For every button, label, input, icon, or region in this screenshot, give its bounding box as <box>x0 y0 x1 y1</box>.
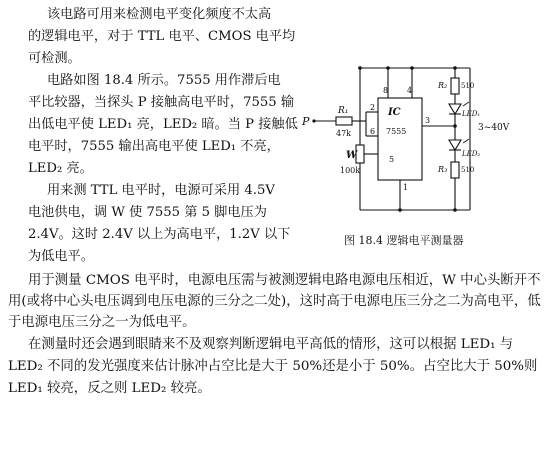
label-r1: R₁ <box>338 106 349 116</box>
text-line: 在测量时还会遇到眼睛来不及观察判断逻辑电平高低的情形，这可以根据 LED₁ 与 <box>28 337 514 352</box>
text-line: 电路如图 18.4 所示。7555 用作滞后电 <box>47 73 281 88</box>
text-line: 用来测 TTL 电平时，电源可采用 4.5V <box>47 183 275 198</box>
text-line: 可检测。 <box>28 51 81 66</box>
label-r1-value: 47k <box>336 129 352 138</box>
label-led1: LED₁ <box>462 110 481 118</box>
label-supply: 3~40V <box>478 123 510 133</box>
r1-resistor <box>336 117 352 125</box>
text-line: 于电源电压三分之一为低电平。 <box>8 315 196 330</box>
label-probe: P <box>302 115 310 128</box>
label-pin6: 6 <box>370 127 376 136</box>
label-r2: R₂ <box>438 81 448 90</box>
text-line: LED₁ 较亮，反之则 LED₂ 较亮。 <box>8 381 211 396</box>
label-pot-value: 100k <box>340 166 361 175</box>
label-pin4: 4 <box>407 86 413 95</box>
text-line: 为低电平。 <box>28 249 94 264</box>
label-ic: IC <box>388 107 401 118</box>
text-line: 的逻辑电平，对于 TTL 电平、CMOS 电平均 <box>28 29 296 44</box>
led1-diode <box>449 104 461 114</box>
label-r3-value: 510 <box>461 166 475 174</box>
label-pin2: 2 <box>370 103 376 112</box>
r2-resistor <box>451 78 459 94</box>
circuit-diagram <box>290 60 552 250</box>
text-line: 平比较器，当探头 P 接触高电平时，7555 输 <box>28 95 295 110</box>
label-pin1: 1 <box>403 183 409 192</box>
label-pin3: 3 <box>425 116 431 125</box>
text-line: 电平时，7555 输出高电平使 LED₁ 不亮， <box>28 139 280 154</box>
text-line: 出低电平使 LED₁ 亮，LED₂ 暗。当 P 接触低 <box>28 117 298 132</box>
text-line: 2.4V。这时 2.4V 以上为高电平，1.2V 以下 <box>28 227 291 242</box>
figure-caption: 图 18.4 逻辑电平测量器 <box>344 234 464 247</box>
text-line: 该电路可用来检测电平变化频度不太高 <box>47 7 272 22</box>
led2-diode <box>449 140 461 150</box>
label-pin5: 5 <box>389 155 395 164</box>
label-pot: W <box>346 150 358 161</box>
text-line: LED₂ 亮。 <box>28 161 93 176</box>
label-r3: R₃ <box>438 165 448 174</box>
text-line: 用(或将中心头电压调到电压电源的三分之二处)，这时高于电源电压三分之二为高电平，低 <box>8 294 541 309</box>
label-ic-part: 7555 <box>386 127 407 136</box>
label-pin8: 8 <box>383 86 389 95</box>
label-led2: LED₂ <box>462 150 481 158</box>
text-line: LED₂ 不同的发光强度来估计脉冲占空比是大于 50%还是小于 50%。占空比大于 50%则 <box>8 359 538 374</box>
text-line: 电池供电，调 W 使 7555 第 5 脚电压为 <box>28 205 267 220</box>
label-r2-value: 510 <box>461 82 475 90</box>
text-line: 用于测量 CMOS 电平时，电源电压需与被测逻辑电路电源电压相近，W 中心头断开不 <box>28 273 541 288</box>
r3-resistor <box>451 162 459 178</box>
